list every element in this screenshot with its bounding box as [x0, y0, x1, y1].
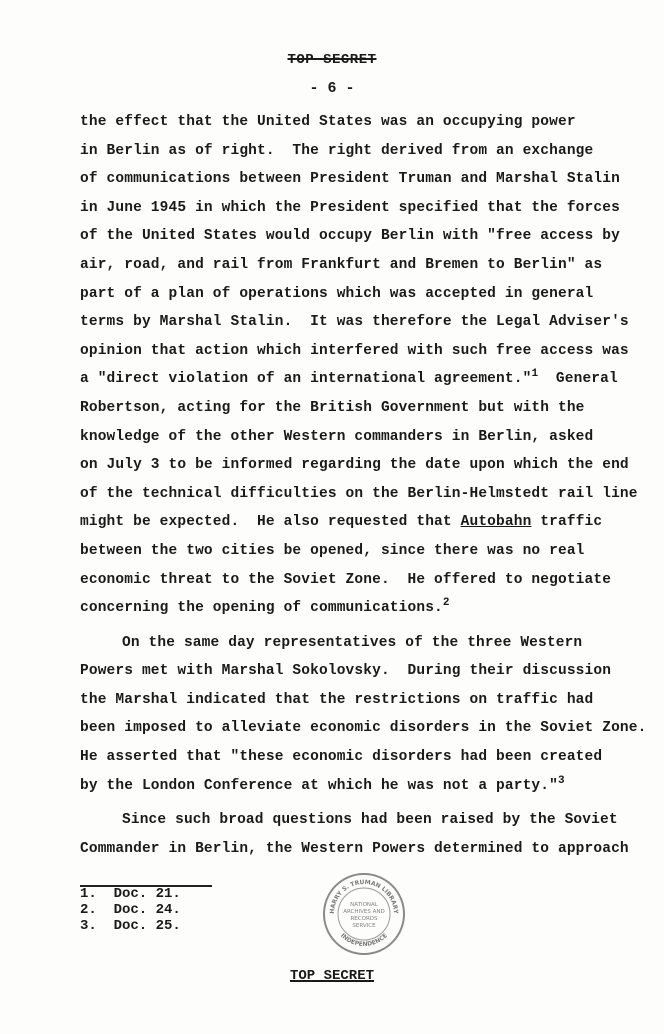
footnote-item: 2. Doc. 24.: [80, 902, 181, 918]
text-line: between the two cities be opened, since there was no real: [80, 542, 585, 559]
line-text: by the London Conference at which he was not a party.": [80, 777, 558, 794]
footnotes: [80, 886, 181, 934]
text-line: the Marshal indicated that the restrictions on traffic had: [80, 691, 594, 708]
stamp-center-line: NATIONAL: [350, 902, 378, 908]
stamp-bottom-text: INDEPENDENCE: [339, 932, 389, 949]
text-line: on July 3 to be informed regarding the date upon which the end: [80, 457, 629, 474]
footnote-ref-1: 1: [531, 368, 539, 381]
text-line: opinion that action which interfered with such free access was: [80, 342, 629, 359]
text-line: knowledge of the other Western commanders in Berlin, asked: [80, 428, 594, 445]
text-line: Powers met with Marshal Sokolovsky. During their discussion: [80, 663, 612, 680]
text-line: Robertson, acting for the British Government but with the: [80, 399, 585, 416]
footnote-ref-3: 3: [557, 774, 565, 787]
stamp-center-line: SERVICE: [352, 923, 376, 929]
text-line: in June 1945 in which the President specified that the forces: [80, 199, 620, 216]
line-tail: traffic: [531, 514, 603, 531]
stamp-center-line: RECORDS: [350, 916, 378, 922]
text-line: [80, 365, 650, 394]
stamp-top-text: HARRY S. TRUMAN LIBRARY: [328, 878, 400, 915]
text-line: been imposed to alleviate economic disorders in the Soviet Zone.: [80, 720, 647, 737]
footnote-item: 1. Doc. 21.: [80, 886, 181, 902]
text-line: terms by Marshal Stalin. It was therefore the Legal Adviser's: [80, 314, 629, 331]
footer-classification: TOP SECRET: [289, 968, 374, 984]
text-line: of the United States would occupy Berlin with "free access by: [80, 228, 620, 245]
header-classification: TOP SECRET: [287, 52, 377, 68]
footnote-ref-2: 2: [442, 597, 450, 610]
text-line: [80, 594, 650, 623]
text-line: the effect that the United States was an occupying power: [80, 114, 576, 130]
text-line: On the same day representatives of the three Western: [122, 634, 583, 651]
line-tail: General: [538, 371, 618, 388]
archive-stamp: [322, 872, 406, 956]
text-line: economic threat to the Soviet Zone. He offered to negotiate: [80, 571, 612, 588]
line-text: a "direct violation of an international agreement.": [80, 371, 532, 388]
line-text: might be expected. He also requested that: [80, 514, 461, 531]
text-line: He asserted that "these economic disorders had been created: [80, 749, 603, 766]
text-line: Commander in Berlin, the Western Powers determined to approach: [80, 840, 629, 857]
text-line: air, road, and rail from Frankfurt and Bremen to Berlin" as: [80, 256, 603, 273]
text-line: in Berlin as of right. The right derived from an exchange: [80, 142, 594, 159]
body-text: [80, 108, 650, 863]
text-line: [80, 772, 650, 801]
text-line: of the technical difficulties on the Berlin-Helmstedt rail line: [80, 485, 638, 502]
text-line: part of a plan of operations which was accepted in general: [80, 285, 594, 302]
text-line: of communications between President Truman and Marshal Stalin: [80, 171, 620, 188]
footnote-item: 3. Doc. 25.: [80, 918, 181, 934]
line-text: concerning the opening of communications.: [80, 600, 443, 617]
stamp-center-line: ARCHIVES AND: [343, 909, 385, 915]
text-line: Since such broad questions had been raised by the Soviet: [122, 812, 618, 829]
text-line: [80, 508, 650, 537]
underlined-term: Autobahn: [460, 514, 532, 531]
page-number: - 6 -: [309, 80, 355, 97]
